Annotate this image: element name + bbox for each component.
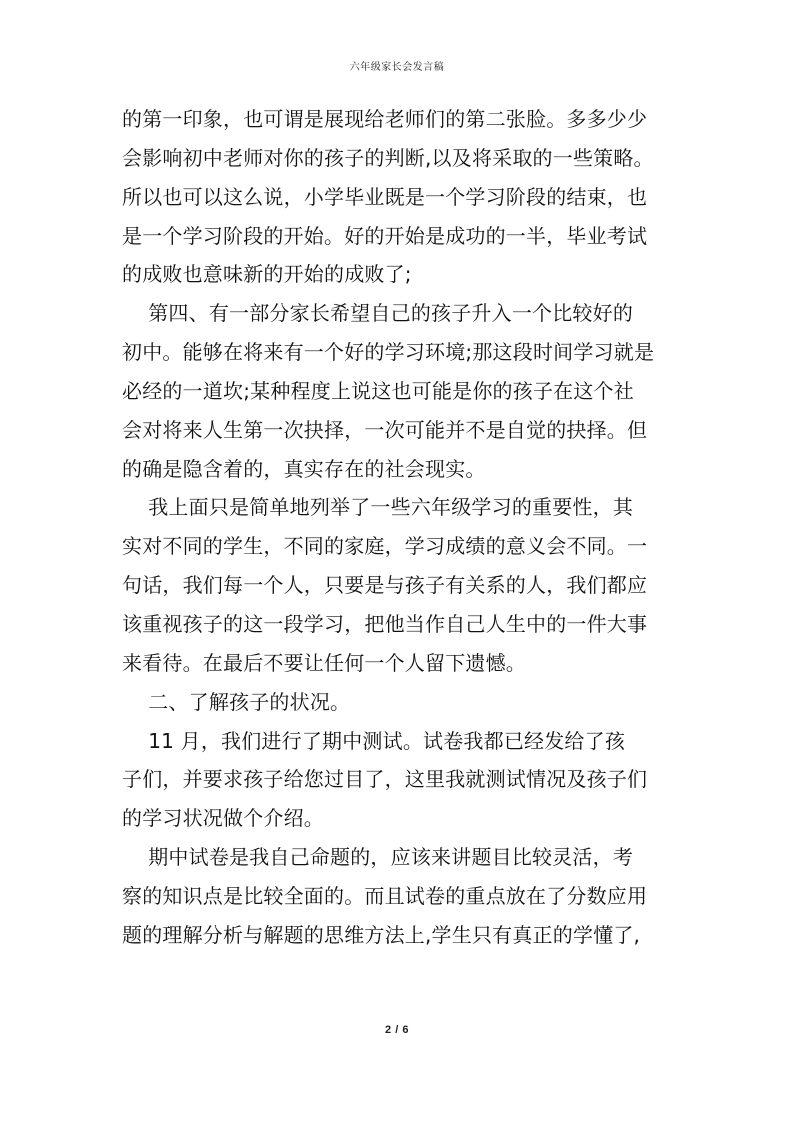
body-line: 题的理解分析与解题的思维方法上,学生只有真正的学懂了, bbox=[122, 922, 641, 947]
body-line: 实对不同的学生，不同的家庭，学习成绩的意义会不同。一 bbox=[122, 534, 648, 559]
body-line: 子们，并要求孩子给您过目了，这里我就测试情况及孩子们 bbox=[122, 767, 648, 792]
page-header: 六年级家长会发言稿 bbox=[349, 62, 445, 73]
body-line: 第四、有一部分家长希望自己的孩子升入一个比较好的 bbox=[122, 301, 634, 326]
body-line: 句话，我们每一个人，只要是与孩子有关系的人，我们都应 bbox=[122, 573, 648, 598]
body-line: 期中试卷是我自己命题的，应该来讲题目比较灵活，考 bbox=[122, 845, 634, 870]
body-line: 必经的一道坎;某种程度上说这也可能是你的孩子在这个社 bbox=[122, 378, 634, 403]
body-line: 11 月，我们进行了期中测试。试卷我都已经发给了孩 bbox=[122, 728, 626, 753]
body-line: 该重视孩子的这一段学习，把他当作自己人生中的一件大事 bbox=[122, 611, 648, 636]
body-line: 的成败也意味新的开始的成败了; bbox=[122, 262, 412, 287]
body-line: 的学习状况做个介绍。 bbox=[122, 806, 324, 831]
page-number: 2 / 6 bbox=[385, 1024, 409, 1036]
section-heading: 二、了解孩子的状况。 bbox=[122, 689, 351, 714]
body-line: 会影响初中老师对你的孩子的判断,以及将采取的一些策略。 bbox=[122, 145, 654, 170]
body-line: 初中。能够在将来有一个好的学习环境;那这段时间学习就是 bbox=[122, 340, 655, 365]
body-line: 的确是隐含着的，真实存在的社会现实。 bbox=[122, 456, 486, 481]
body-line: 来看待。在最后不要让任何一个人留下遗憾。 bbox=[122, 650, 526, 675]
body-line: 是一个学习阶段的开始。好的开始是成功的一半，毕业考试 bbox=[122, 223, 648, 248]
body-line: 所以也可以这么说，小学毕业既是一个学习阶段的结束，也 bbox=[122, 184, 648, 209]
document-body bbox=[122, 100, 678, 955]
body-line: 的第一印象，也可谓是展现给老师们的第二张脸。多多少少 bbox=[122, 107, 648, 131]
body-line: 我上面只是简单地列举了一些六年级学习的重要性，其 bbox=[122, 495, 634, 520]
body-line: 会对将来人生第一次抉择，一次可能并不是自觉的抉择。但 bbox=[122, 417, 648, 442]
body-line: 察的知识点是比较全面的。而且试卷的重点放在了分数应用 bbox=[122, 883, 648, 908]
